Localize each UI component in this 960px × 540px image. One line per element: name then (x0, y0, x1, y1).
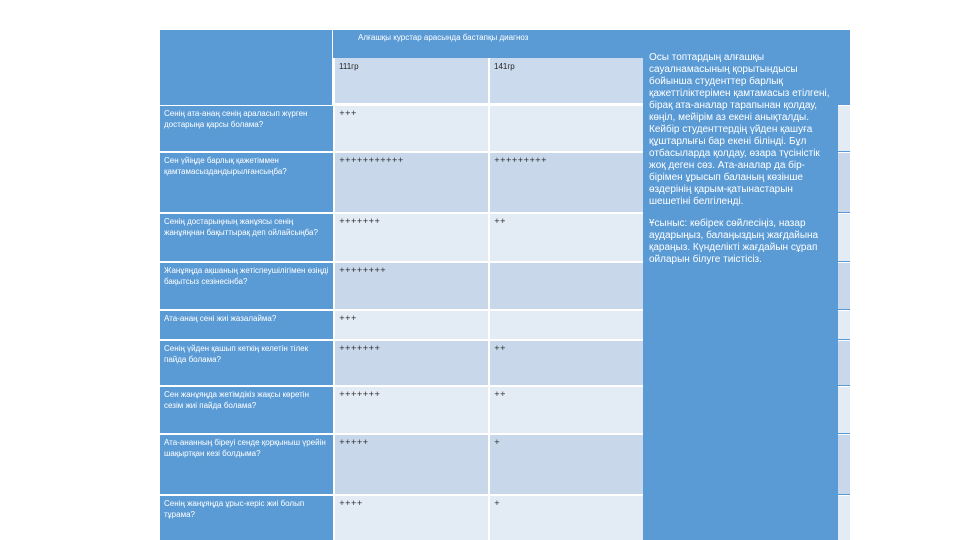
group1-value-cell: ++++ (335, 495, 488, 540)
group1-value-cell: +++ (335, 310, 488, 339)
group2-value-cell: ++ (490, 386, 643, 433)
header-title: Алғашқы курстар арасында бастапқы диагноз (333, 30, 643, 58)
group1-value-cell: +++++++ (335, 340, 488, 385)
question-cell: Сенің достарыңның жанұясы сенің жанұяңнан бақыттырақ деп ойлайсыңба? (160, 213, 333, 261)
group2-value-cell: + (490, 434, 643, 494)
group2-value-cell: + (490, 495, 643, 540)
group2-value-cell (490, 262, 643, 309)
group1-value-cell: ++++++++ (335, 262, 488, 309)
edge-row-cell (838, 152, 850, 212)
question-cell: Жанұяңда ақшаның жетіспеушілігімен өзіңді бақытсыз сезінесінба? (160, 262, 333, 309)
survey-table (160, 30, 850, 540)
edge-row-cell (838, 340, 850, 385)
question-cell: Сен үйіңде барлық қажетіммен қамтамасыздандырылғансыңба? (160, 152, 333, 212)
edge-row-cell (838, 310, 850, 339)
header-corner (160, 30, 333, 105)
edge-row-cell (838, 213, 850, 261)
edge-row-cell (838, 434, 850, 494)
question-cell: Сенің жанұяңда ұрыс-керіс жиі болып тұрама? (160, 495, 333, 540)
question-cell: Сен жанұяңда жетімдікіз жақсы көретін сезім жиі пайда болама? (160, 386, 333, 433)
question-cell: Сенің ата-анаң сенің араласып жүрген достарыңа қарсы болама? (160, 105, 333, 151)
question-cell: Ата-анаң сені жиі жазалайма? (160, 310, 333, 339)
group1-value-cell: +++++++++++ (335, 152, 488, 212)
conclusion-paragraph: Осы топтардың алғашқы сауалнамасының қорытындысы бойынша студенттер барлық қажеттіліктерімен қамтамасыз етілгені, бірақ ата-аналар тарапынан қолдау, көңіл, мейірім аз екені анықталды. Кейбір студенттердің үйден қашуға құштарлығы бар екені білінді. Бұл отбасыларда қолдау, өзара түсіністік жоқ деген сөз. Ата-аналар да бір-бірімен ұрысып баланың көзінше өздерінің қарым-қатынастарын шешетіні белгіленді. (649, 52, 830, 207)
group1-value-cell: +++ (335, 105, 488, 151)
group1-header: 111гр (335, 58, 488, 103)
edge-row-cell (838, 105, 850, 151)
group1-value-cell: +++++++ (335, 213, 488, 261)
group2-value-cell (490, 105, 643, 151)
group2-header: 141гр (490, 58, 643, 103)
group2-value-cell: +++++++++ (490, 152, 643, 212)
conclusion-note (643, 30, 838, 540)
edge-row-cell (838, 495, 850, 540)
group2-value-cell: ++ (490, 340, 643, 385)
group2-value-cell: ++ (490, 213, 643, 261)
group2-value-cell (490, 310, 643, 339)
question-cell: Сенің үйден қашып кеткің келетін тілек пайда болама? (160, 340, 333, 385)
question-cell: Ата-ананның біреуі сенде қорқыныш үрейін шақыртқан кезі болдыма? (160, 434, 333, 494)
recommendation-paragraph: Ұсыныс: көбірек сөйлесіңіз, назар аударыңыз, балаңыздың жағдайына қараңыз. Күнделікті жағдайын сұрап ойларын білуге тиістісіз. (649, 218, 819, 265)
edge-row-cell (838, 386, 850, 433)
edge-row-cell (838, 262, 850, 309)
group1-value-cell: +++++++ (335, 386, 488, 433)
group1-value-cell: +++++ (335, 434, 488, 494)
